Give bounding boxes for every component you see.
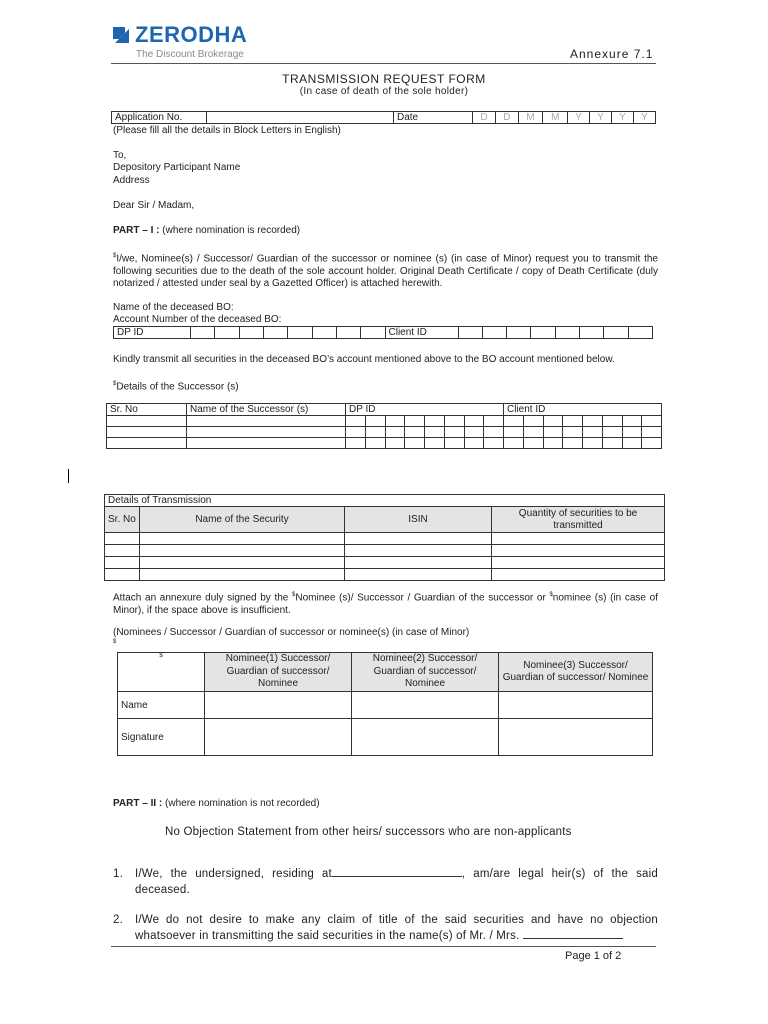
nominee-col-3: Nominee(3) Successor/ Guardian of successor/ Nominee: [499, 653, 653, 692]
client-id-box[interactable]: [482, 327, 506, 339]
application-row: [111, 111, 656, 124]
nominee-row-name-label: Name: [118, 692, 205, 719]
dp-id-box[interactable]: [191, 327, 215, 339]
nominee-row-signature-label: Signature: [118, 719, 205, 756]
kindly-transmit-text: Kindly transmit all securities in the deceased BO’s account mentioned above to the BO account mentioned below.: [113, 354, 615, 365]
form-title: TRANSMISSION REQUEST FORM: [282, 72, 486, 86]
successor-heading: [113, 378, 239, 394]
date-box-m1[interactable]: M: [518, 112, 543, 124]
transmission-row[interactable]: [105, 569, 665, 581]
dp-id-box[interactable]: [263, 327, 287, 339]
date-box-m2[interactable]: M: [543, 112, 568, 124]
transmission-row[interactable]: [105, 545, 665, 557]
date-box-y2[interactable]: Y: [590, 112, 612, 124]
part1-paragraph: [113, 250, 658, 291]
to-label: To,: [113, 150, 127, 161]
salutation: Dear Sir / Madam,: [113, 200, 195, 211]
brand-name: ZERODHA: [135, 22, 248, 47]
application-no-label: Application No.: [112, 112, 207, 124]
part1-note: (where nomination is recorded): [162, 225, 301, 236]
item-2-text-content: I/We do not desire to make any claim of title of the said securities and have no objection whatsoever in transmitting the said securities in the name(s) of Mr. / Mrs.: [135, 914, 658, 942]
dollar-marker: $: [292, 592, 296, 598]
no-objection-statement: No Objection Statement from other heirs/ successors who are non-applicants: [165, 826, 572, 838]
client-id-box[interactable]: [507, 327, 531, 339]
dollar-marker: $: [549, 592, 553, 598]
part2-title: PART – II :: [113, 798, 163, 809]
successor-col-srno: Sr. No: [107, 404, 187, 416]
date-box-d2[interactable]: D: [495, 112, 518, 124]
zerodha-logo: [111, 22, 247, 48]
dollar-marker: $: [113, 253, 117, 259]
nominee-signature-field[interactable]: [205, 719, 352, 756]
dp-name-label: Depository Participant Name: [113, 162, 241, 173]
successor-heading-text: Details of the Successor (s): [116, 381, 239, 393]
client-id-box[interactable]: [555, 327, 579, 339]
item-1-text: [135, 866, 658, 898]
date-box-d1[interactable]: D: [473, 112, 496, 124]
nominee-name-field[interactable]: [499, 692, 653, 719]
transmission-col-srno: Sr. No: [105, 507, 140, 533]
part2-heading: [113, 798, 320, 811]
dp-id-box[interactable]: [312, 327, 336, 339]
application-no-field[interactable]: [207, 112, 394, 124]
successor-row[interactable]: [107, 438, 662, 449]
client-id-box[interactable]: [604, 327, 628, 339]
form-subtitle: (In case of death of the sole holder): [299, 86, 469, 97]
nominee-corner-marker: $: [118, 653, 205, 692]
item-1-text-a: I/We, the undersigned, residing at: [135, 868, 332, 880]
transmission-col-security: Name of the Security: [140, 507, 345, 533]
successor-row[interactable]: [107, 416, 662, 427]
attach-note-post: nominee (s) (in case of Minor), if the space above is insufficient.: [113, 592, 658, 616]
nominee-signature-table: [117, 652, 653, 756]
block-letters-note: (Please fill all the details in Block Letters in English): [113, 125, 341, 136]
attach-note-mid: Nominee (s)/ Successor / Guardian of the successor or: [295, 592, 550, 604]
successor-col-clientid: Client ID: [504, 404, 662, 416]
nominee-col-2: Nominee(2) Successor/ Guardian of successor/ Nominee: [352, 653, 499, 692]
part1-paragraph-text: I/we, Nominee(s) / Successor/ Guardian of the successor or nominee (s) (in case of Minor) request you to transmit the following securities due to the death of the sole account holder. Original Death Certificate / copy of Death Certificate (duly notarized / attested under seal by a Gazetted Officer) is attached herewith.: [113, 253, 658, 290]
transmission-row[interactable]: [105, 557, 665, 569]
dp-id-label: DP ID: [114, 327, 191, 339]
client-id-box[interactable]: [580, 327, 604, 339]
transmission-row[interactable]: [105, 533, 665, 545]
client-id-label: Client ID: [385, 327, 458, 339]
page-number: Page 1 of 2: [565, 950, 622, 962]
client-id-box[interactable]: [531, 327, 555, 339]
transferee-name-blank[interactable]: [523, 938, 623, 939]
zerodha-logo-icon: [111, 25, 131, 45]
dp-id-box[interactable]: [215, 327, 239, 339]
transmission-heading: Details of Transmission: [105, 495, 665, 507]
successor-col-name: Name of the Successor (s): [187, 404, 346, 416]
deceased-name-label: Name of the deceased BO:: [113, 302, 234, 313]
annexure-label: Annexure 7.1: [570, 47, 654, 61]
date-box-y3[interactable]: Y: [612, 112, 634, 124]
date-box-y1[interactable]: Y: [568, 112, 590, 124]
declaration-item-2: [113, 912, 658, 944]
dp-id-box[interactable]: [361, 327, 385, 339]
item-2-text: [135, 912, 658, 944]
transmission-table: [104, 494, 665, 581]
date-box-y4[interactable]: Y: [633, 112, 655, 124]
nominee-name-field[interactable]: [352, 692, 499, 719]
transmission-col-isin: ISIN: [345, 507, 492, 533]
part1-title: PART – I :: [113, 225, 160, 236]
dollar-marker: $: [113, 639, 117, 645]
nominee-col-1: Nominee(1) Successor/ Guardian of successor/ Nominee: [205, 653, 352, 692]
dollar-marker: $: [113, 381, 117, 387]
address-label: Address: [113, 175, 150, 186]
client-id-box[interactable]: [458, 327, 482, 339]
declaration-item-1: [113, 866, 658, 898]
date-label: Date: [394, 112, 473, 124]
nominee-signature-field[interactable]: [499, 719, 653, 756]
footer-divider: [111, 946, 656, 947]
transmission-col-quantity: Quantity of securities to be transmitted: [492, 507, 665, 533]
successor-col-dpid: DP ID: [346, 404, 504, 416]
residence-blank[interactable]: [332, 876, 462, 877]
text-cursor: [68, 469, 69, 483]
part2-note: (where nomination is not recorded): [165, 798, 320, 809]
attach-annexure-note: [113, 589, 658, 617]
successor-row[interactable]: [107, 427, 662, 438]
dp-id-box[interactable]: [288, 327, 312, 339]
deceased-account-grid: [113, 326, 653, 339]
dp-id-box[interactable]: [336, 327, 360, 339]
deceased-account-label: Account Number of the deceased BO:: [113, 314, 282, 325]
successor-table: [106, 403, 662, 449]
item-1-text-b: , am/are legal heir(s) of the said deceased.: [135, 868, 658, 896]
nominee-note: (Nominees / Successor / Guardian of successor or nominee(s) (in case of Minor): [113, 627, 470, 638]
part1-heading: [113, 225, 300, 238]
brand-tagline: The Discount Brokerage: [136, 49, 244, 60]
item-1-number: 1.: [113, 868, 123, 880]
header-divider: [111, 63, 656, 64]
client-id-box[interactable]: [628, 327, 652, 339]
item-2-number: 2.: [113, 914, 123, 926]
dp-id-box[interactable]: [239, 327, 263, 339]
nominee-signature-field[interactable]: [352, 719, 499, 756]
attach-note-pre: Attach an annexure duly signed by the: [113, 592, 293, 604]
nominee-name-field[interactable]: [205, 692, 352, 719]
